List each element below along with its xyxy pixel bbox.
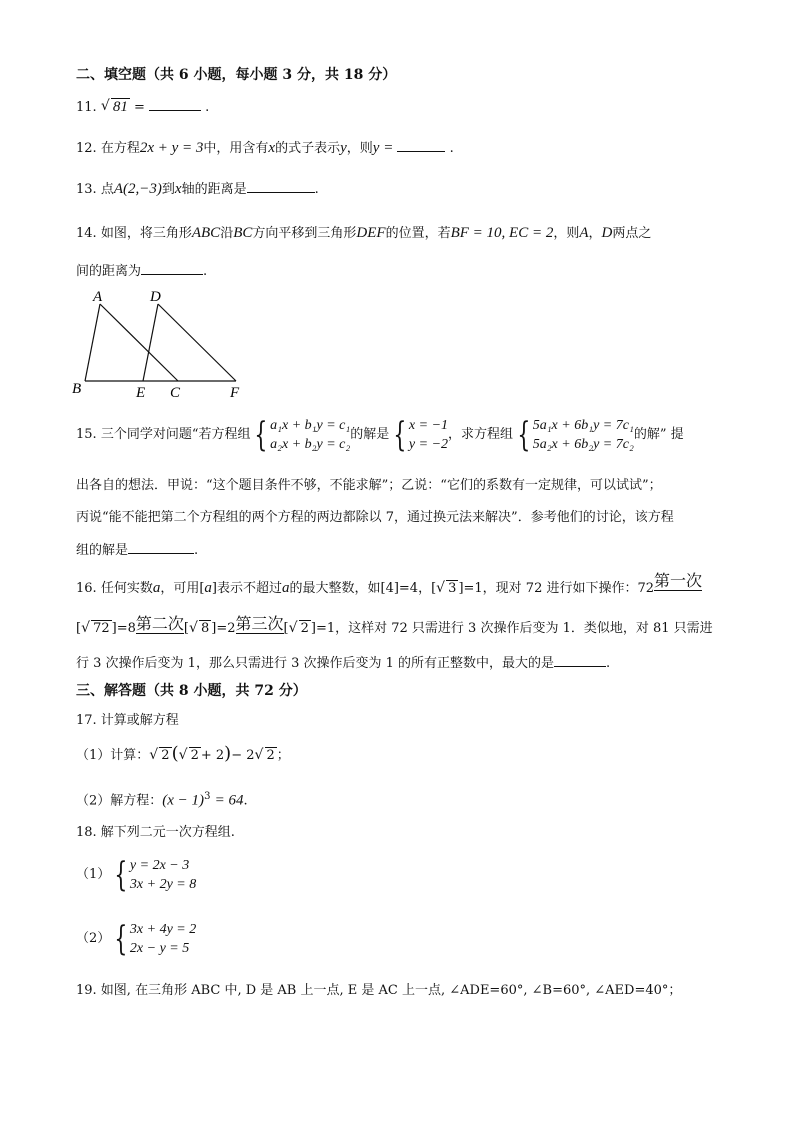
q16-text-1c: ]表示不超过 xyxy=(211,581,282,596)
q13-text-2: 到 xyxy=(161,182,175,197)
label-e: E xyxy=(136,385,146,401)
q12-equation: 2x + y = 3 xyxy=(139,140,204,156)
q14-point-d: D xyxy=(601,225,613,241)
q15-line-3: 丙说“能不能把第二个方程组的两个方程的两边都除以 7，通过换元法来解决”．参考他们的讨论，该方程 xyxy=(76,510,674,525)
q12-text-3: 的式子表示 xyxy=(275,141,341,156)
q13-var-x: x xyxy=(174,181,182,197)
label-a: A xyxy=(93,289,103,305)
question-15-line-4 xyxy=(76,541,198,560)
label-d: D xyxy=(150,289,161,305)
q14-number: 14. xyxy=(76,226,97,241)
q16-op-3: 第三次 xyxy=(235,614,284,633)
q15-text-1: 三个同学对问题“若方程组 xyxy=(100,427,251,442)
q15-sys1-row-2: a₂x + b₂y = c₂ xyxy=(270,437,351,452)
question-17-part-2 xyxy=(76,788,248,810)
q14-text-5: ，则 xyxy=(553,226,580,241)
q16-text-1e: ]=1，现对 72 进行如下操作：72 xyxy=(458,581,655,596)
q16-sqrt-2: √ 2 xyxy=(288,620,309,636)
q18-p1-row-2: 3x + 2y = 8 xyxy=(129,877,197,892)
q18-p2-row-1: 3x + 4y = 2 xyxy=(129,922,197,937)
section-fill-heading: 二、填空题（共 6 小题，每小题 3 分，共 18 分） xyxy=(76,67,397,83)
q14-text-6: 两点之 xyxy=(612,226,652,241)
q16-text-2a: [ xyxy=(76,621,82,636)
q12-answer-blank[interactable] xyxy=(397,139,445,152)
section-solve-heading: 三、解答题（共 8 小题，共 72 分） xyxy=(76,683,307,699)
q16-text-2b: ]=8 xyxy=(111,621,136,636)
q19-text: 19. 如图, 在三角形 ABC 中, D 是 AB 上一点, E 是 AC 上一点, ∠ADE=60°, ∠B=60°, ∠AED=40°； xyxy=(76,983,682,998)
q14-comma: ， xyxy=(588,226,602,241)
q13-answer-blank[interactable] xyxy=(247,180,315,193)
q17-rad-b: 2 xyxy=(190,748,199,763)
q15-text-4: 的解” 提 xyxy=(633,427,684,442)
q17-p1-end: ； xyxy=(276,748,290,763)
q12-var-x: x xyxy=(268,140,276,156)
question-12 xyxy=(76,139,454,158)
q14-point-a: A xyxy=(579,225,589,241)
q16-text-1d: 的最大整数，如[4]=4，[ xyxy=(289,581,437,596)
q16-sqrt-8: √ 8 xyxy=(188,620,210,636)
q16-text-2d: ]=2 xyxy=(211,621,236,636)
q16-sqrt-72: √ 72 xyxy=(81,620,110,636)
q16-text-1b: ，可用[ xyxy=(160,581,205,596)
q18-p2-system: { 3x + 4y = 2 2x − y = 5 xyxy=(114,919,197,959)
q16-line-3-text: 行 3 次操作后变为 1，那么只需进行 3 次操作后变为 1 的所有正整数中，最大的是 xyxy=(76,656,555,671)
segment-df xyxy=(158,304,236,381)
q18-p1-label: （1） xyxy=(76,867,111,882)
q16-op-2: 第二次 xyxy=(135,614,184,633)
q13-point: A(2,−3) xyxy=(113,181,162,197)
q14-text-2: 沿 xyxy=(220,226,234,241)
q17-plus-two: + 2 xyxy=(200,748,225,763)
q17-minus-two: − 2 xyxy=(231,748,255,763)
q16-var-a-2: a xyxy=(204,580,212,596)
q16-var-a: a xyxy=(152,580,161,596)
q16-radicand-8: 8 xyxy=(200,621,210,636)
q17-title: 17. 计算或解方程 xyxy=(76,713,179,728)
q15-line-2: 出各自的想法．甲说：“这个题目条件不够，不能求解”；乙说：“它们的系数有一定规律，可以试试”； xyxy=(76,478,662,493)
q11-number: 11. xyxy=(76,100,97,115)
q16-sqrt-3: √ 3 xyxy=(436,580,457,596)
q14-answer-blank[interactable] xyxy=(141,262,203,275)
q16-text-2e: [ xyxy=(283,621,289,636)
q16-var-a-3: a xyxy=(282,580,290,596)
question-16-line-2 xyxy=(76,614,713,638)
question-13 xyxy=(76,180,319,199)
q11-radicand: 81 xyxy=(112,99,128,115)
q13-period: . xyxy=(314,182,319,197)
label-b: B xyxy=(72,381,82,397)
question-15-line-1 xyxy=(76,416,684,454)
q11-period: . xyxy=(205,100,210,115)
segment-ab xyxy=(85,304,100,381)
segment-ac xyxy=(100,304,178,381)
q11-sqrt: √ 81 xyxy=(100,98,128,115)
q17-p2-label: （2）解方程： xyxy=(76,793,163,809)
question-14-line-1 xyxy=(76,224,651,243)
q15-line-4-text: 组的解是 xyxy=(76,543,129,558)
q14-line-2-text: 间的距离为 xyxy=(76,264,142,279)
q16-radicand-2: 2 xyxy=(300,621,309,636)
q12-var-y: y xyxy=(340,140,347,156)
q17-sqrt-e: √ 2 xyxy=(254,747,275,763)
question-14-line-2 xyxy=(76,262,207,281)
q12-period: . xyxy=(449,141,454,156)
q12-number: 12. xyxy=(76,141,97,156)
q15-sys1-row-1: a₁x + b₁y = c₁ xyxy=(270,418,351,433)
q16-op-1: 第一次 xyxy=(654,571,703,590)
q17-p2-expr: (x − 1) xyxy=(162,792,205,809)
q12-text-4: ，则 xyxy=(346,141,373,156)
q12-lhs: y = xyxy=(372,140,394,156)
q15-answer-blank[interactable] xyxy=(128,541,194,554)
q14-condition: BF = 10, EC = 2 xyxy=(450,225,554,241)
q14-text-3: 方向平移到三角形 xyxy=(252,226,357,241)
q16-number: 16. xyxy=(76,581,97,596)
q16-radicand-72: 72 xyxy=(93,621,110,636)
q15-solution: { x = −1 y = −2 xyxy=(393,415,449,455)
q15-text-3: ，求方程组 xyxy=(448,427,514,442)
q17-rad-a: 2 xyxy=(161,748,170,763)
q17-p1-label: （1）计算： xyxy=(76,748,150,763)
q12-text-1: 在方程 xyxy=(100,141,140,156)
q15-period: . xyxy=(194,543,199,558)
q16-text-2f: ]=1，这样对 72 只需进行 3 次操作后变为 1．类似地，对 81 只需进 xyxy=(310,621,713,636)
q17-p2-exponent: 3 xyxy=(204,791,211,802)
q17-sqrt-a: √ 2 xyxy=(149,747,170,763)
q17-sqrt-b: √ 2 xyxy=(178,747,199,763)
q18-p1-system: { y = 2x − 3 3x + 2y = 8 xyxy=(114,855,197,895)
question-18-part-1 xyxy=(76,856,196,894)
q14-triangle-figure xyxy=(70,286,250,402)
q17-p2-end: . xyxy=(243,793,248,809)
segment-de xyxy=(143,304,158,381)
q14-bc: BC xyxy=(233,225,253,241)
label-c: C xyxy=(170,385,181,401)
q13-text-1: 点 xyxy=(100,182,114,197)
q16-text-2c: [ xyxy=(183,621,189,636)
q16-answer-blank[interactable] xyxy=(554,654,606,667)
q14-abc: ABC xyxy=(191,225,221,241)
q12-text-2: 中，用含有 xyxy=(203,141,269,156)
q16-text-1a: 任何实数 xyxy=(100,581,153,596)
q14-text-1: 如图，将三角形 xyxy=(100,226,192,241)
q16-period: . xyxy=(606,656,611,671)
question-16-line-3 xyxy=(76,654,610,673)
q15-sys2-row-2: 5a₂x + 6b₂y = 7c₂ xyxy=(532,437,634,452)
q15-system-2: { 5a₁x + 6b₁y = 7c₁ 5a₂x + 6b₂y = 7c₂ xyxy=(517,415,634,455)
question-17-part-1: （1）计算： √ 2 ( √ 2 + 2)− 2 √ 2 ； xyxy=(76,743,290,764)
q14-def: DEF xyxy=(356,225,386,241)
q11-equals: = xyxy=(133,100,145,115)
q17-p2-rhs: = 64 xyxy=(214,792,244,809)
q18-p1-row-1: y = 2x − 3 xyxy=(129,858,190,873)
q15-sol-row-1: x = −1 xyxy=(408,418,449,433)
question-11 xyxy=(76,98,209,117)
q14-period: . xyxy=(203,264,208,279)
q13-text-3: 轴的距离是 xyxy=(181,182,247,197)
q14-text-4: 的位置，若 xyxy=(385,226,451,241)
q17-rad-e: 2 xyxy=(266,748,275,763)
q15-sol-row-2: y = −2 xyxy=(408,437,449,452)
q13-number: 13. xyxy=(76,182,97,197)
q18-title: 18. 解下列二元一次方程组. xyxy=(76,825,235,840)
question-18-part-2 xyxy=(76,920,196,958)
q15-text-2: 的解是 xyxy=(350,427,390,442)
q18-p2-row-2: 2x − y = 5 xyxy=(129,941,190,956)
q18-p2-label: （2） xyxy=(76,931,111,946)
question-16-line-1 xyxy=(76,571,703,598)
q11-answer-blank[interactable] xyxy=(149,98,201,111)
q16-radicand-3: 3 xyxy=(448,581,457,596)
q15-sys2-row-1: 5a₁x + 6b₁y = 7c₁ xyxy=(532,418,634,433)
q15-system-1: { a₁x + b₁y = c₁ a₂x + b₂y = c₂ xyxy=(254,415,351,455)
label-f: F xyxy=(230,385,240,401)
q15-number: 15. xyxy=(76,427,97,442)
